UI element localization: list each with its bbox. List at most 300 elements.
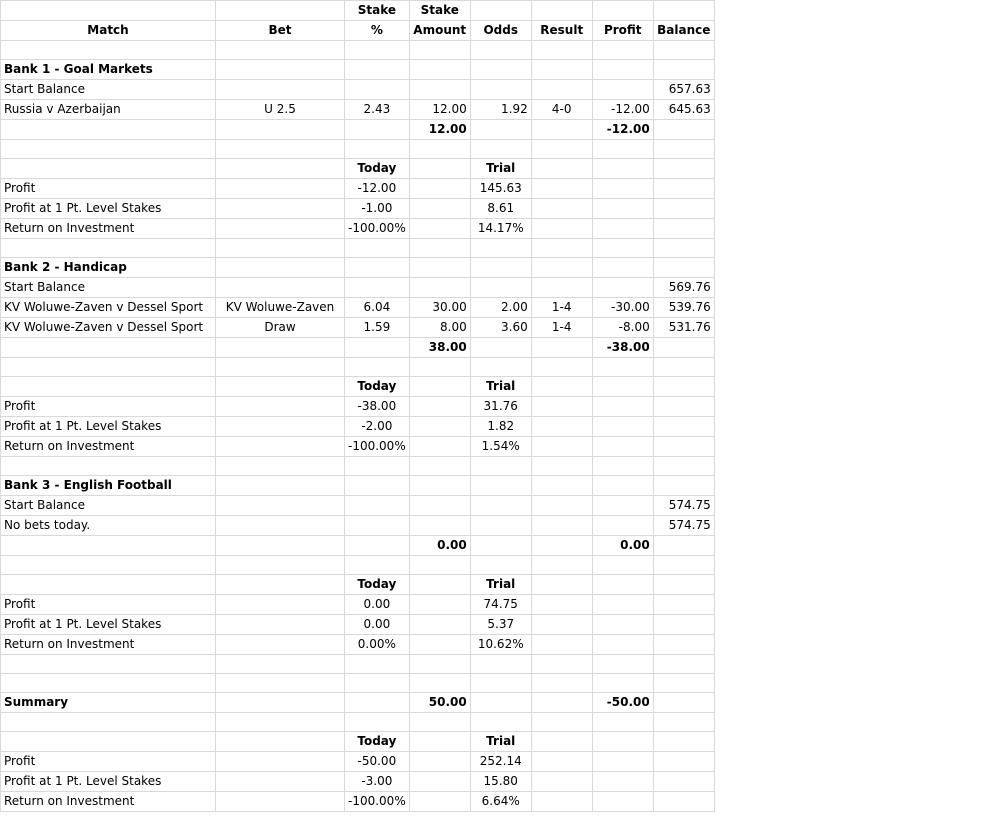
- cell-result[interactable]: [531, 179, 592, 199]
- cell-stake-amount[interactable]: [409, 674, 470, 693]
- cell-stake-amount[interactable]: [409, 792, 470, 812]
- cell-balance[interactable]: [653, 239, 714, 258]
- cell-bet[interactable]: [216, 1, 345, 21]
- cell-stake-amount[interactable]: 12.00: [409, 120, 470, 140]
- cell-match[interactable]: [1, 556, 216, 575]
- cell-match[interactable]: [1, 41, 216, 60]
- cell-bet[interactable]: Bet: [216, 21, 345, 41]
- cell-bet[interactable]: [216, 792, 345, 812]
- cell-bet[interactable]: [216, 199, 345, 219]
- cell-bet[interactable]: [216, 615, 345, 635]
- cell-result[interactable]: [531, 377, 592, 397]
- cell-bet[interactable]: [216, 417, 345, 437]
- cell-profit[interactable]: -30.00: [592, 298, 653, 318]
- cell-profit[interactable]: [592, 772, 653, 792]
- cell-balance[interactable]: 574.75: [653, 516, 714, 536]
- cell-bet[interactable]: [216, 457, 345, 476]
- cell-stake-pct[interactable]: [345, 258, 410, 278]
- cell-result[interactable]: [531, 792, 592, 812]
- cell-odds[interactable]: [470, 120, 531, 140]
- cell-profit[interactable]: [592, 219, 653, 239]
- cell-match[interactable]: Profit: [1, 595, 216, 615]
- cell-result[interactable]: [531, 358, 592, 377]
- cell-result[interactable]: [531, 278, 592, 298]
- cell-match[interactable]: [1, 159, 216, 179]
- cell-bet[interactable]: [216, 60, 345, 80]
- cell-match[interactable]: KV Woluwe-Zaven v Dessel Sport: [1, 298, 216, 318]
- cell-result[interactable]: [531, 556, 592, 575]
- cell-profit[interactable]: [592, 556, 653, 575]
- cell-result[interactable]: Result: [531, 21, 592, 41]
- cell-stake-pct[interactable]: [345, 41, 410, 60]
- cell-result[interactable]: [531, 239, 592, 258]
- cell-stake-amount[interactable]: 0.00: [409, 536, 470, 556]
- cell-balance[interactable]: [653, 536, 714, 556]
- cell-match[interactable]: [1, 575, 216, 595]
- cell-stake-amount[interactable]: Amount: [409, 21, 470, 41]
- cell-bet[interactable]: [216, 258, 345, 278]
- cell-bet[interactable]: [216, 655, 345, 674]
- cell-stake-amount[interactable]: 30.00: [409, 298, 470, 318]
- cell-stake-amount[interactable]: [409, 595, 470, 615]
- cell-result[interactable]: [531, 60, 592, 80]
- cell-balance[interactable]: [653, 377, 714, 397]
- cell-profit[interactable]: [592, 496, 653, 516]
- cell-balance[interactable]: 539.76: [653, 298, 714, 318]
- cell-stake-pct[interactable]: 0.00%: [345, 635, 410, 655]
- cell-stake-amount[interactable]: [409, 179, 470, 199]
- cell-balance[interactable]: [653, 1, 714, 21]
- cell-stake-pct[interactable]: [345, 536, 410, 556]
- cell-bet[interactable]: [216, 635, 345, 655]
- cell-stake-pct[interactable]: Today: [345, 159, 410, 179]
- cell-bet[interactable]: [216, 496, 345, 516]
- cell-stake-pct[interactable]: [345, 713, 410, 732]
- cell-profit[interactable]: -12.00: [592, 120, 653, 140]
- cell-match[interactable]: [1, 120, 216, 140]
- cell-result[interactable]: [531, 752, 592, 772]
- cell-stake-amount[interactable]: [409, 476, 470, 496]
- cell-result[interactable]: [531, 713, 592, 732]
- cell-profit[interactable]: -12.00: [592, 100, 653, 120]
- cell-odds[interactable]: [470, 496, 531, 516]
- cell-result[interactable]: [531, 732, 592, 752]
- cell-odds[interactable]: [470, 516, 531, 536]
- cell-stake-amount[interactable]: 50.00: [409, 693, 470, 713]
- cell-bet[interactable]: [216, 575, 345, 595]
- cell-balance[interactable]: [653, 732, 714, 752]
- cell-stake-pct[interactable]: [345, 496, 410, 516]
- cell-stake-pct[interactable]: -1.00: [345, 199, 410, 219]
- cell-match[interactable]: Profit at 1 Pt. Level Stakes: [1, 417, 216, 437]
- cell-balance[interactable]: [653, 476, 714, 496]
- cell-result[interactable]: [531, 635, 592, 655]
- cell-stake-pct[interactable]: [345, 239, 410, 258]
- cell-bet[interactable]: KV Woluwe-Zaven: [216, 298, 345, 318]
- cell-stake-amount[interactable]: 38.00: [409, 338, 470, 358]
- cell-stake-pct[interactable]: 2.43: [345, 100, 410, 120]
- cell-stake-amount[interactable]: [409, 41, 470, 60]
- cell-stake-amount[interactable]: Stake: [409, 1, 470, 21]
- cell-balance[interactable]: [653, 615, 714, 635]
- cell-stake-pct[interactable]: [345, 516, 410, 536]
- cell-match[interactable]: Match: [1, 21, 216, 41]
- cell-odds[interactable]: 10.62%: [470, 635, 531, 655]
- cell-stake-pct[interactable]: [345, 457, 410, 476]
- cell-profit[interactable]: Profit: [592, 21, 653, 41]
- cell-bet[interactable]: [216, 338, 345, 358]
- cell-match[interactable]: [1, 674, 216, 693]
- cell-result[interactable]: [531, 457, 592, 476]
- cell-stake-pct[interactable]: 6.04: [345, 298, 410, 318]
- cell-bet[interactable]: [216, 219, 345, 239]
- cell-profit[interactable]: [592, 140, 653, 159]
- cell-stake-pct[interactable]: [345, 655, 410, 674]
- cell-balance[interactable]: [653, 258, 714, 278]
- cell-bet[interactable]: [216, 80, 345, 100]
- cell-balance[interactable]: [653, 713, 714, 732]
- cell-result[interactable]: [531, 338, 592, 358]
- cell-stake-pct[interactable]: [345, 80, 410, 100]
- cell-bet[interactable]: Draw: [216, 318, 345, 338]
- cell-result[interactable]: [531, 199, 592, 219]
- cell-profit[interactable]: -8.00: [592, 318, 653, 338]
- cell-balance[interactable]: [653, 140, 714, 159]
- cell-stake-amount[interactable]: [409, 732, 470, 752]
- cell-balance[interactable]: [653, 595, 714, 615]
- cell-match[interactable]: [1, 358, 216, 377]
- cell-bet[interactable]: [216, 713, 345, 732]
- cell-match[interactable]: Russia v Azerbaijan: [1, 100, 216, 120]
- cell-match[interactable]: Summary: [1, 693, 216, 713]
- cell-result[interactable]: [531, 595, 592, 615]
- cell-balance[interactable]: [653, 338, 714, 358]
- cell-profit[interactable]: [592, 732, 653, 752]
- cell-bet[interactable]: [216, 693, 345, 713]
- cell-match[interactable]: [1, 457, 216, 476]
- cell-odds[interactable]: [470, 60, 531, 80]
- cell-odds[interactable]: [470, 536, 531, 556]
- cell-bet[interactable]: [216, 358, 345, 377]
- cell-odds[interactable]: Trial: [470, 377, 531, 397]
- cell-odds[interactable]: 15.80: [470, 772, 531, 792]
- cell-stake-pct[interactable]: Stake: [345, 1, 410, 21]
- cell-bet[interactable]: [216, 732, 345, 752]
- cell-bet[interactable]: [216, 140, 345, 159]
- cell-stake-pct[interactable]: -50.00: [345, 752, 410, 772]
- cell-result[interactable]: [531, 437, 592, 457]
- cell-bet[interactable]: [216, 437, 345, 457]
- cell-stake-pct[interactable]: 0.00: [345, 595, 410, 615]
- cell-bet[interactable]: [216, 536, 345, 556]
- cell-balance[interactable]: [653, 41, 714, 60]
- cell-odds[interactable]: [470, 674, 531, 693]
- cell-stake-amount[interactable]: [409, 655, 470, 674]
- cell-result[interactable]: [531, 140, 592, 159]
- cell-stake-amount[interactable]: [409, 417, 470, 437]
- cell-result[interactable]: [531, 258, 592, 278]
- cell-profit[interactable]: [592, 615, 653, 635]
- cell-stake-amount[interactable]: [409, 635, 470, 655]
- cell-stake-amount[interactable]: [409, 772, 470, 792]
- cell-profit[interactable]: [592, 397, 653, 417]
- cell-profit[interactable]: [592, 199, 653, 219]
- cell-profit[interactable]: [592, 258, 653, 278]
- cell-odds[interactable]: [470, 693, 531, 713]
- cell-result[interactable]: 4-0: [531, 100, 592, 120]
- cell-odds[interactable]: [470, 457, 531, 476]
- cell-stake-amount[interactable]: [409, 615, 470, 635]
- cell-stake-amount[interactable]: [409, 258, 470, 278]
- cell-match[interactable]: [1, 338, 216, 358]
- cell-odds[interactable]: 145.63: [470, 179, 531, 199]
- cell-balance[interactable]: [653, 752, 714, 772]
- cell-match[interactable]: [1, 1, 216, 21]
- cell-profit[interactable]: [592, 635, 653, 655]
- cell-stake-pct[interactable]: -38.00: [345, 397, 410, 417]
- cell-bet[interactable]: [216, 159, 345, 179]
- cell-odds[interactable]: 252.14: [470, 752, 531, 772]
- cell-profit[interactable]: [592, 358, 653, 377]
- cell-odds[interactable]: 31.76: [470, 397, 531, 417]
- cell-result[interactable]: [531, 159, 592, 179]
- cell-stake-pct[interactable]: -100.00%: [345, 437, 410, 457]
- cell-stake-amount[interactable]: [409, 496, 470, 516]
- cell-result[interactable]: [531, 476, 592, 496]
- cell-match[interactable]: Profit: [1, 397, 216, 417]
- cell-odds[interactable]: [470, 338, 531, 358]
- cell-result[interactable]: [531, 120, 592, 140]
- cell-stake-pct[interactable]: Today: [345, 377, 410, 397]
- cell-balance[interactable]: [653, 674, 714, 693]
- cell-profit[interactable]: [592, 437, 653, 457]
- cell-match[interactable]: [1, 732, 216, 752]
- cell-stake-amount[interactable]: [409, 199, 470, 219]
- cell-stake-pct[interactable]: 1.59: [345, 318, 410, 338]
- cell-profit[interactable]: [592, 278, 653, 298]
- cell-odds[interactable]: [470, 1, 531, 21]
- cell-odds[interactable]: [470, 80, 531, 100]
- cell-balance[interactable]: [653, 635, 714, 655]
- cell-profit[interactable]: [592, 476, 653, 496]
- cell-match[interactable]: Bank 2 - Handicap: [1, 258, 216, 278]
- cell-result[interactable]: [531, 80, 592, 100]
- cell-match[interactable]: Profit at 1 Pt. Level Stakes: [1, 615, 216, 635]
- cell-bet[interactable]: [216, 41, 345, 60]
- cell-match[interactable]: [1, 239, 216, 258]
- cell-bet[interactable]: [216, 397, 345, 417]
- cell-stake-amount[interactable]: [409, 159, 470, 179]
- cell-balance[interactable]: 645.63: [653, 100, 714, 120]
- cell-balance[interactable]: [653, 655, 714, 674]
- cell-balance[interactable]: [653, 358, 714, 377]
- cell-balance[interactable]: [653, 575, 714, 595]
- cell-match[interactable]: Return on Investment: [1, 437, 216, 457]
- cell-match[interactable]: [1, 713, 216, 732]
- cell-bet[interactable]: [216, 179, 345, 199]
- cell-result[interactable]: [531, 674, 592, 693]
- cell-stake-pct[interactable]: -100.00%: [345, 219, 410, 239]
- cell-stake-pct[interactable]: [345, 674, 410, 693]
- cell-stake-amount[interactable]: [409, 437, 470, 457]
- cell-match[interactable]: Return on Investment: [1, 635, 216, 655]
- cell-stake-amount[interactable]: [409, 219, 470, 239]
- cell-result[interactable]: [531, 575, 592, 595]
- cell-bet[interactable]: [216, 556, 345, 575]
- cell-balance[interactable]: [653, 60, 714, 80]
- cell-odds[interactable]: [470, 278, 531, 298]
- cell-profit[interactable]: [592, 159, 653, 179]
- cell-odds[interactable]: 3.60: [470, 318, 531, 338]
- cell-stake-pct[interactable]: [345, 338, 410, 358]
- cell-profit[interactable]: [592, 752, 653, 772]
- cell-match[interactable]: KV Woluwe-Zaven v Dessel Sport: [1, 318, 216, 338]
- cell-balance[interactable]: [653, 397, 714, 417]
- cell-stake-amount[interactable]: [409, 377, 470, 397]
- cell-odds[interactable]: [470, 556, 531, 575]
- cell-profit[interactable]: [592, 41, 653, 60]
- cell-balance[interactable]: [653, 179, 714, 199]
- cell-bet[interactable]: [216, 476, 345, 496]
- cell-result[interactable]: [531, 516, 592, 536]
- cell-match[interactable]: No bets today.: [1, 516, 216, 536]
- cell-stake-amount[interactable]: [409, 752, 470, 772]
- cell-stake-pct[interactable]: -3.00: [345, 772, 410, 792]
- cell-profit[interactable]: [592, 655, 653, 674]
- cell-result[interactable]: [531, 397, 592, 417]
- cell-stake-pct[interactable]: %: [345, 21, 410, 41]
- cell-stake-amount[interactable]: [409, 575, 470, 595]
- cell-stake-amount[interactable]: 8.00: [409, 318, 470, 338]
- cell-bet[interactable]: [216, 595, 345, 615]
- cell-odds[interactable]: [470, 41, 531, 60]
- cell-stake-amount[interactable]: [409, 516, 470, 536]
- cell-stake-pct[interactable]: [345, 556, 410, 575]
- cell-odds[interactable]: [470, 358, 531, 377]
- cell-stake-pct[interactable]: 0.00: [345, 615, 410, 635]
- cell-balance[interactable]: [653, 417, 714, 437]
- cell-result[interactable]: 1-4: [531, 298, 592, 318]
- cell-odds[interactable]: [470, 258, 531, 278]
- cell-result[interactable]: [531, 772, 592, 792]
- cell-match[interactable]: [1, 377, 216, 397]
- cell-profit[interactable]: -38.00: [592, 338, 653, 358]
- cell-odds[interactable]: [470, 140, 531, 159]
- cell-bet[interactable]: [216, 377, 345, 397]
- cell-odds[interactable]: 1.82: [470, 417, 531, 437]
- cell-stake-pct[interactable]: [345, 693, 410, 713]
- cell-stake-amount[interactable]: 12.00: [409, 100, 470, 120]
- cell-balance[interactable]: 531.76: [653, 318, 714, 338]
- cell-profit[interactable]: [592, 377, 653, 397]
- cell-match[interactable]: Return on Investment: [1, 792, 216, 812]
- cell-balance[interactable]: 574.75: [653, 496, 714, 516]
- cell-bet[interactable]: [216, 516, 345, 536]
- cell-result[interactable]: [531, 536, 592, 556]
- cell-stake-pct[interactable]: [345, 60, 410, 80]
- cell-odds[interactable]: 6.64%: [470, 792, 531, 812]
- cell-profit[interactable]: [592, 239, 653, 258]
- cell-match[interactable]: Start Balance: [1, 496, 216, 516]
- cell-balance[interactable]: Balance: [653, 21, 714, 41]
- cell-balance[interactable]: 569.76: [653, 278, 714, 298]
- cell-stake-pct[interactable]: [345, 278, 410, 298]
- cell-odds[interactable]: Trial: [470, 159, 531, 179]
- cell-odds[interactable]: Trial: [470, 575, 531, 595]
- cell-balance[interactable]: [653, 556, 714, 575]
- cell-balance[interactable]: [653, 693, 714, 713]
- cell-match[interactable]: [1, 140, 216, 159]
- cell-profit[interactable]: [592, 516, 653, 536]
- cell-result[interactable]: [531, 693, 592, 713]
- cell-stake-pct[interactable]: Today: [345, 575, 410, 595]
- cell-odds[interactable]: 1.54%: [470, 437, 531, 457]
- cell-profit[interactable]: [592, 792, 653, 812]
- cell-odds[interactable]: Trial: [470, 732, 531, 752]
- cell-profit[interactable]: [592, 595, 653, 615]
- cell-balance[interactable]: 657.63: [653, 80, 714, 100]
- cell-stake-amount[interactable]: [409, 397, 470, 417]
- cell-stake-amount[interactable]: [409, 80, 470, 100]
- cell-match[interactable]: Profit at 1 Pt. Level Stakes: [1, 772, 216, 792]
- cell-balance[interactable]: [653, 792, 714, 812]
- cell-stake-amount[interactable]: [409, 556, 470, 575]
- cell-odds[interactable]: 74.75: [470, 595, 531, 615]
- cell-result[interactable]: [531, 655, 592, 674]
- cell-odds[interactable]: 1.92: [470, 100, 531, 120]
- cell-stake-amount[interactable]: [409, 239, 470, 258]
- cell-bet[interactable]: [216, 120, 345, 140]
- cell-balance[interactable]: [653, 159, 714, 179]
- cell-odds[interactable]: [470, 239, 531, 258]
- cell-bet[interactable]: [216, 278, 345, 298]
- cell-profit[interactable]: [592, 1, 653, 21]
- cell-match[interactable]: [1, 655, 216, 674]
- cell-odds[interactable]: [470, 713, 531, 732]
- cell-odds[interactable]: 5.37: [470, 615, 531, 635]
- cell-balance[interactable]: [653, 219, 714, 239]
- cell-match[interactable]: Profit: [1, 752, 216, 772]
- cell-stake-pct[interactable]: [345, 140, 410, 159]
- cell-stake-amount[interactable]: [409, 713, 470, 732]
- cell-odds[interactable]: [470, 476, 531, 496]
- cell-match[interactable]: Profit: [1, 179, 216, 199]
- cell-match[interactable]: Start Balance: [1, 278, 216, 298]
- cell-result[interactable]: [531, 615, 592, 635]
- cell-balance[interactable]: [653, 457, 714, 476]
- cell-stake-amount[interactable]: [409, 140, 470, 159]
- cell-odds[interactable]: 2.00: [470, 298, 531, 318]
- cell-result[interactable]: [531, 1, 592, 21]
- cell-stake-pct[interactable]: -2.00: [345, 417, 410, 437]
- cell-bet[interactable]: [216, 772, 345, 792]
- cell-match[interactable]: [1, 536, 216, 556]
- cell-bet[interactable]: [216, 674, 345, 693]
- cell-profit[interactable]: -50.00: [592, 693, 653, 713]
- cell-match[interactable]: Bank 3 - English Football: [1, 476, 216, 496]
- cell-result[interactable]: [531, 496, 592, 516]
- cell-balance[interactable]: [653, 437, 714, 457]
- cell-stake-amount[interactable]: [409, 358, 470, 377]
- cell-bet[interactable]: [216, 239, 345, 258]
- cell-profit[interactable]: [592, 179, 653, 199]
- cell-odds[interactable]: Odds: [470, 21, 531, 41]
- cell-profit[interactable]: [592, 60, 653, 80]
- cell-match[interactable]: Bank 1 - Goal Markets: [1, 60, 216, 80]
- cell-bet[interactable]: [216, 752, 345, 772]
- cell-profit[interactable]: 0.00: [592, 536, 653, 556]
- cell-result[interactable]: 1-4: [531, 318, 592, 338]
